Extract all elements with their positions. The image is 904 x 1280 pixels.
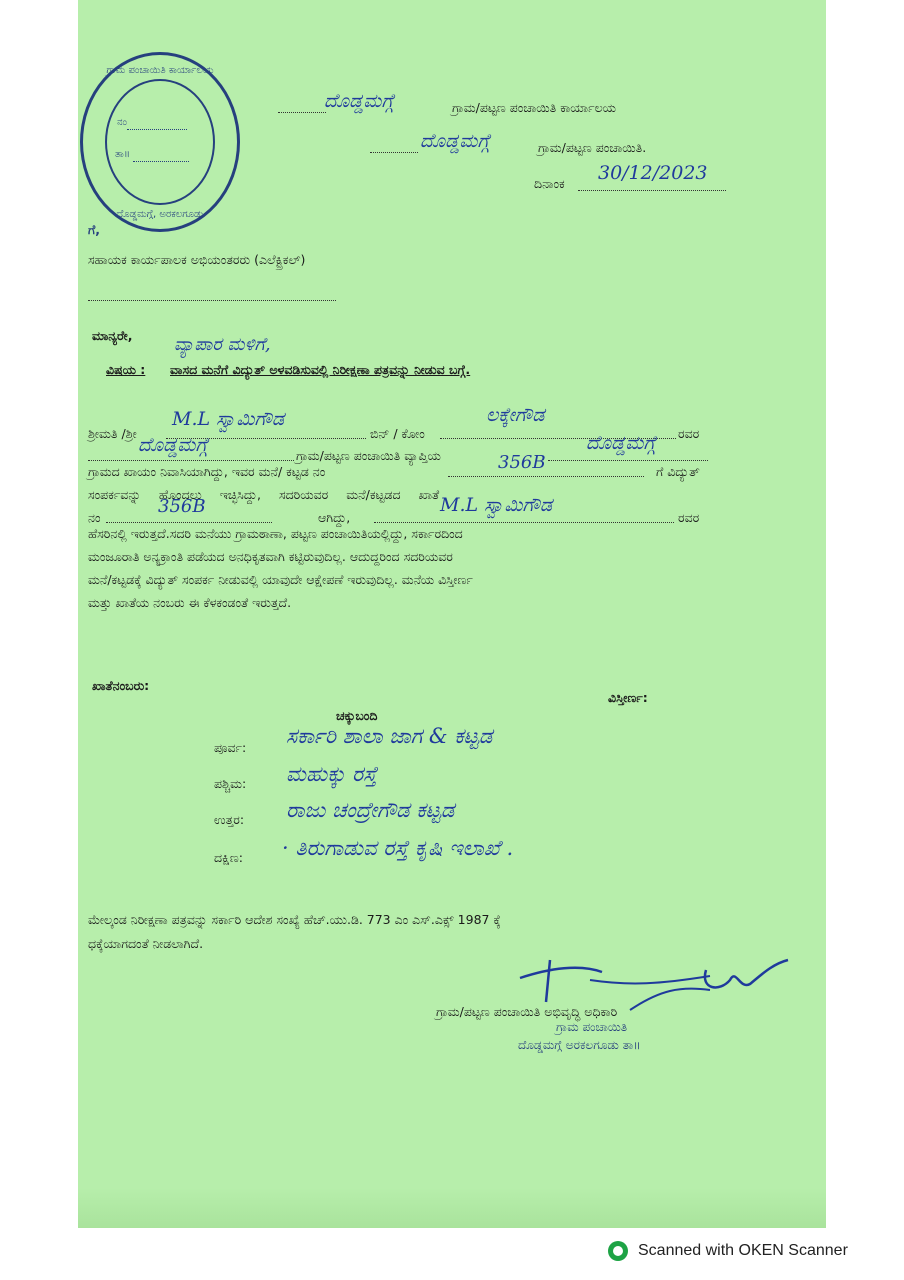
closing-line-2: ಧಕ್ಕೆಯಾಗದಂತೆ ನೀಡಲಾಗಿದೆ. <box>88 936 204 951</box>
scanner-watermark <box>608 1239 848 1263</box>
village-name-handwritten: ದೊಡ್ಡಮಗ್ಗೆ <box>324 90 394 112</box>
document-sheet <box>78 0 826 1228</box>
to-prefix: ಗೆ, <box>88 222 101 237</box>
south-label: ದಕ್ಷಿಣ: <box>214 850 243 865</box>
name-prefix: ಶ್ರೀಮತಿ /ಶ್ರೀ <box>88 426 137 441</box>
subject-insert-handwritten: ವ್ಯಾಪಾರ ಮಳಿಗೆ, <box>174 334 271 355</box>
date-line <box>578 190 726 191</box>
seal-text-2: ದೊಡ್ಡಮಗ್ಗೆ ಅರಕಲಗೂಡು ತಾ॥ <box>518 1038 641 1052</box>
khata-label: ಖಾತೆನಂಬರು: <box>92 678 150 693</box>
khata-no-handwritten: 356B <box>158 496 206 517</box>
seal-date-line <box>133 161 189 162</box>
being-text: ಆಗಿದ್ದು, <box>318 510 351 525</box>
body-line: ಮನೆ/ಕಟ್ಟಡಕ್ಕೆ ವಿದ್ಯುತ್ ಸಂಪರ್ಕ ನೀಡುವಲ್ಲಿ ಯಾವುದೇ ಆಕ್ಷೇಪಣೆ ಇರುವುದಿಲ್ಲ. ಮನೆಯ ವಿಸ್ತೀರ್ಣ <box>88 572 473 587</box>
body-line: ಹೆಸರಿನಲ್ಲಿ ಇರುತ್ತದೆ.ಸದರಿ ಮನೆಯು ಗ್ರಾಮಠಾಣಾ, ಪಟ್ಟಣ ಪಂಚಾಯಿತಿಯಲ್ಲಿದ್ದು, ಸರ್ಕಾರದಿಂದ <box>88 526 463 541</box>
seal-bottom-text: ದೊಡ್ಡಮಗ್ಗೆ, ಅರಕಲಗೂಡು <box>116 209 204 220</box>
recipient-address-line <box>88 300 336 301</box>
jurisdiction-text: ಗ್ರಾಮ/ಪಟ್ಟಣ ಪಂಚಾಯಿತಿ ವ್ಯಾಪ್ತಿಯ <box>296 448 441 463</box>
dotted-line <box>370 152 418 153</box>
seal-inner-ring <box>105 79 215 205</box>
recipient: ಸಹಾಯಕ ಕಾರ್ಯಪಾಲಕ ಅಭಿಯಂತರರು (ಎಲೆಕ್ಟ್ರಿಕಲ್) <box>88 252 306 267</box>
khata-no-prefix: ನಂ <box>88 510 101 525</box>
scanner-text: Scanned with OKEN Scanner <box>638 1242 848 1259</box>
resident-text: ಗ್ರಾಮದ ಖಾಯಂ ನಿವಾಸಿಯಾಗಿದ್ದು, ಇವರ ಮನೆ/ ಕಟ್ಟಡ ನಂ <box>88 464 326 479</box>
house-no-handwritten: 356B <box>498 452 546 473</box>
seal-date-label: ತಾ॥ <box>115 149 130 160</box>
electricity-text: ಗೆ ವಿದ್ಯುತ್ <box>656 464 700 479</box>
body-paragraph <box>88 522 720 614</box>
office-title: ಗ್ರಾಮ/ಪಟ್ಟಣ ಪಂಚಾಯಿತಿ ಕಾರ್ಯಾಲಯ <box>452 100 617 115</box>
father-name-handwritten: ಲಕ್ಕೇಗೌಡ <box>486 404 545 426</box>
east-boundary-handwritten: ಸರ್ಕಾರಿ ಶಾಲಾ ಜಾಗ & ಕಟ್ಟಡ <box>286 724 493 748</box>
connection-text: ಸಂಪರ್ಕವನ್ನು ಹೊಂದಲು ಇಚ್ಛಿಸಿದ್ದು, ಸದರಿಯವರ ಮನೆ/ಕಟ್ಟಡದ ಖಾತೆ <box>88 487 440 502</box>
village-handwritten-3: ದೊಡ್ಡಮಗ್ಗೆ <box>138 434 208 456</box>
dotted-line <box>548 460 708 461</box>
village-handwritten-4: ದೊಡ್ಡಮಗ್ಗೆ <box>586 432 656 454</box>
date-handwritten: 30/12/2023 <box>598 162 708 184</box>
body-line: ಮಂಜೂರಾತಿ ಅನ್ಯಕ್ರಾಂತಿ ಪಡೆಯದ ಅನಧಿಕೃತವಾಗಿ ಕಟ್ಟಿರುವುದಿಲ್ಲ. ಆದುದ್ದರಿಂದ ಸದರಿಯವರ <box>88 549 453 564</box>
dotted-line <box>448 476 644 477</box>
dotted-line <box>278 112 326 113</box>
panchayat-seal <box>80 52 240 232</box>
panchayat-title: ಗ್ರಾಮ/ಪಟ್ಟಣ ಪಂಚಾಯಿತಿ. <box>538 140 647 155</box>
of-suffix: ರವರ <box>678 426 700 441</box>
owner-name-handwritten: M.L ಸ್ವಾಮಿಗೌಡ <box>440 494 552 516</box>
seal-no-line <box>127 129 187 130</box>
officer-designation: ಗ್ರಾಮ/ಪಟ್ಟಣ ಪಂಚಾಯಿತಿ ಅಭಿವೃದ್ಧಿ ಅಧಿಕಾರಿ <box>436 1004 618 1019</box>
east-label: ಪೂರ್ವ: <box>214 740 247 755</box>
area-label: ವಿಸ್ತೀರ್ಣ: <box>608 690 648 705</box>
seal-top-text: ಗ್ರಾಮ ಪಂಚಾಯಿತಿ ಕಾರ್ಯಾಲಯ <box>106 65 214 76</box>
north-boundary-handwritten: ರಾಜು ಚಂದ್ರೇಗೌಡ ಕಟ್ಟಡ <box>286 798 455 822</box>
seal-no-label: ನಂ <box>117 117 127 128</box>
subject-text: ವಾಸದ ಮನೆಗೆ ವಿದ್ಯುತ್ ಅಳವಡಿಸುವಲ್ಲಿ ನಿರೀಕ್ಷಣಾ ಪತ್ರವನ್ನು ನೀಡುವ ಬಗ್ಗೆ. <box>170 362 471 377</box>
west-boundary-handwritten: ಮಹುಕ್ಕು ರಸ್ತೆ <box>286 762 377 786</box>
north-label: ಉತ್ತರ: <box>214 812 245 827</box>
date-label: ದಿನಾಂಕ <box>534 176 565 191</box>
seal-text-1: ಗ್ರಾಮ ಪಂಚಾಯಿತಿ <box>556 1020 628 1034</box>
subject-label: ವಿಷಯ : <box>106 362 146 377</box>
applicant-name-handwritten: M.L ಸ್ವಾಮಿಗೌಡ <box>172 408 284 430</box>
closing-line-1: ಮೇಲ್ಕಂಡ ನಿರೀಕ್ಷಣಾ ಪತ್ರವನ್ನು ಸರ್ಕಾರಿ ಆದೇಶ ಸಂಖ್ಯೆ ಹೆಚ್.ಯು.ಡಿ. 773 ಎಂ ಎಸ್.ಎಕ್ಸ್ 1987 ಕ್ಕೆ <box>88 912 501 927</box>
scanner-logo-icon <box>608 1241 628 1261</box>
son-of-label: ಬಿನ್ / ಕೋಂ <box>370 426 425 441</box>
village-name-handwritten-2: ದೊಡ್ಡಮಗ್ಗೆ <box>420 130 490 152</box>
dotted-line <box>88 460 294 461</box>
body-line: ಮತ್ತು ಖಾತೆಯ ನಂಬರು ಈ ಕೆಳಕಂಡಂತೆ ಇರುತ್ತದೆ. <box>88 595 292 610</box>
of-suffix-2: ರವರ <box>678 510 700 525</box>
west-label: ಪಶ್ಚಿಮ: <box>214 776 247 791</box>
greeting: ಮಾನ್ಯರೇ, <box>92 328 133 343</box>
south-boundary-handwritten: · ತಿರುಗಾಡುವ ರಸ್ತೆ ಕೃಷಿ ಇಲಾಖೆ . <box>282 836 514 860</box>
boundaries-heading: ಚಕ್ಕುಬಂದಿ <box>336 708 378 723</box>
